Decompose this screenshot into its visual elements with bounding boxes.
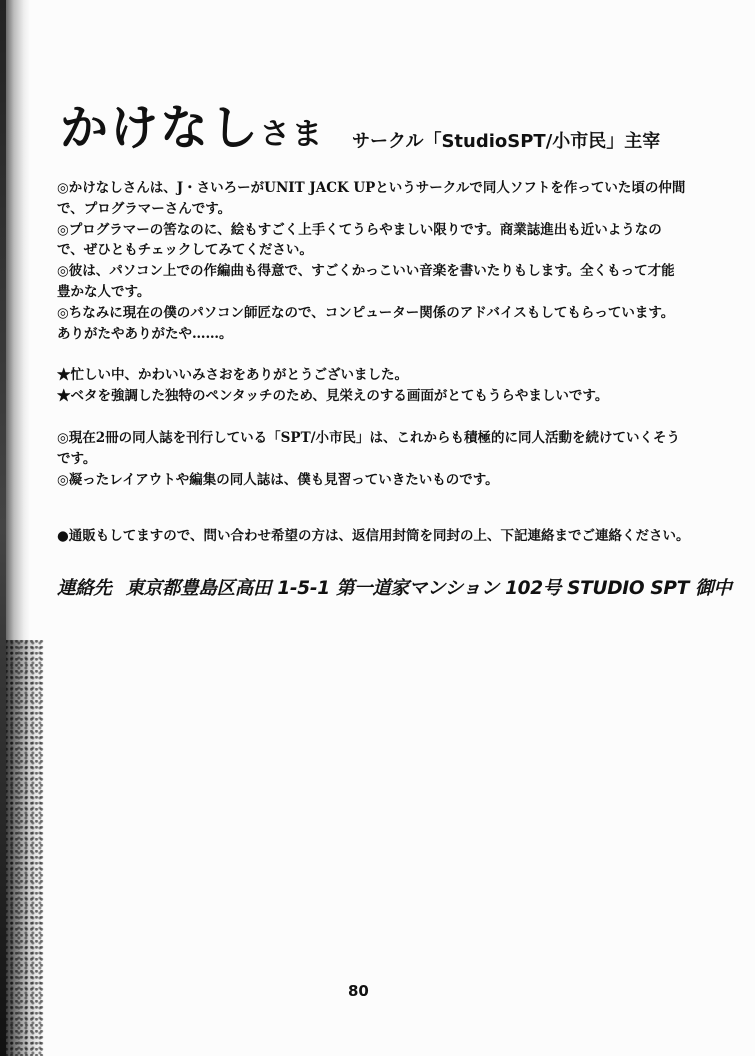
paragraph-spacer	[57, 344, 687, 365]
circle-role-subtitle: サークル「StudioSPT/小市民」主宰	[352, 131, 661, 152]
thanks-paragraph: ★忙しい中、かわいいみさおをありがとうございました。	[57, 367, 408, 384]
contact-label: 連絡先	[57, 578, 112, 599]
intro-paragraph: ◎ちなみに現在の僕のパソコン師匠なので、コンピューター関係のアドバイスもしてもらっています。ありがたやありがたや……。	[57, 304, 675, 342]
page-gutter-shadow-lower	[0, 640, 44, 1056]
page-number: 80	[348, 982, 369, 1000]
title-name: かけなし	[60, 100, 261, 156]
title-honorific: さま	[260, 117, 325, 152]
page-binding-edge	[0, 0, 6, 1056]
mail-order-notice: ●通販もしてますので、問い合わせ希望の方は、返信用封筒を同封の上、下記連絡までご連絡ください。	[57, 528, 690, 544]
intro-paragraph: ◎かけなしさんは、J・さいろーがUNIT JACK UPというサークルで同人ソフトを作っていた頃の仲間で、プログラマーさんです。	[57, 180, 686, 217]
article-body	[57, 178, 687, 490]
intro-paragraph: ◎彼は、パソコン上での作編曲も得意で、すごくかっこいい音楽を書いたりもします。全くもって才能豊かな人です。	[57, 263, 675, 300]
contact-address: 東京都豊島区高田 1-5-1 第一道家マンション 102号 STUDIO SPT 御中	[125, 578, 732, 599]
page-title	[60, 100, 324, 163]
thanks-paragraph: ★ベタを強調した独特のペンタッチのため、見栄えのする画面がとてもうらやましいです。	[57, 388, 609, 405]
contact-line	[57, 574, 732, 600]
intro-paragraph: ◎プログラマーの筈なのに、絵もすごく上手くてうらやましい限りです。商業誌進出も近いようなので、ぜひともチェックしてみてください。	[57, 221, 662, 259]
activity-paragraph: ◎現在2冊の同人誌を刊行している「SPT/小市民」は、これからも積極的に同人活動を続けていくそうです。	[57, 429, 681, 467]
activity-paragraph: ◎凝ったレイアウトや編集の同人誌は、僕も見習っていきたいものです。	[57, 471, 499, 488]
paragraph-spacer	[57, 407, 687, 428]
